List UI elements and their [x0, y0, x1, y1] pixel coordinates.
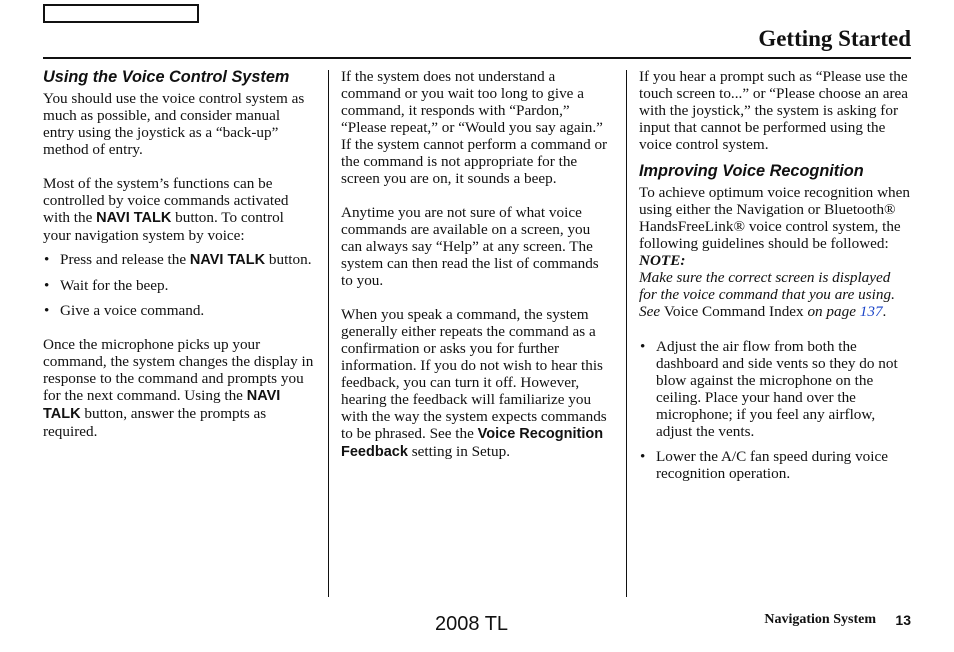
bullet-icon: •	[640, 338, 646, 355]
column-divider-1	[328, 70, 329, 597]
voice-command-index-ref: Voice Command Index	[663, 303, 804, 320]
bullet-item: • Lower the A/C fan speed during voice recognition operation.	[640, 448, 888, 482]
bullet-item: • Adjust the air flow from both the dashboard and side vents so they do not blow against the microphone on the ceiling. Place your hand over the microphone; if you feel any airflow, adjust the vents.	[640, 338, 898, 440]
page-title: Getting Started	[758, 26, 911, 51]
bullet-item: • Wait for the beep.	[44, 277, 169, 294]
header-divider	[43, 57, 911, 59]
section-tab-box	[43, 4, 199, 23]
section-heading-voice-control: Using the Voice Control System	[43, 68, 290, 86]
page-link[interactable]: 137	[859, 303, 883, 320]
paragraph: Anytime you are not sure of what voice commands are available on a screen, you can always say “Help” at any screen. The system can then read the list of commands to you.	[341, 204, 599, 289]
column-3	[639, 68, 911, 482]
paragraph: Most of the system’s functions can be controlled by voice commands activated with the NAVI TALK button. To control your navigation system by voice:	[43, 175, 289, 244]
navi-talk-key: NAVI TALK	[189, 252, 266, 268]
paragraph: If the system does not understand a command or you wait too long to give a command, it responds with “Pardon,” “Please repeat,” or “Would you say again.” If the system cannot perform a command or the command is not appropriate for the screen you are on, it sounds a beep.	[341, 68, 608, 187]
bullet-icon: •	[44, 251, 50, 268]
footer-section: Navigation System	[764, 612, 876, 627]
bullet-icon: •	[640, 448, 646, 465]
bullet-item: • Give a voice command.	[44, 302, 205, 319]
bullet-icon: •	[44, 302, 50, 319]
navi-talk-key: NAVI TALK	[96, 210, 172, 226]
note-label: NOTE:	[639, 252, 686, 269]
navi-talk-key: NAVI TALK	[43, 388, 281, 422]
voice-recognition-feedback-setting: Voice Recognition Feedback	[341, 426, 604, 460]
column-divider-2	[626, 70, 627, 597]
footer-model: 2008 TL	[435, 613, 509, 635]
paragraph: When you speak a command, the system generally either repeats the command as a confirmation or asks you for further information. If you do not wish to hear this feedback, you can turn it off. However, hearing the feedback will familiarize you with the way the system expects commands to be phrased. See the Voice Recognition Feedback setting in Setup.	[341, 306, 607, 460]
bullet-item: • Press and release the NAVI TALK button.	[44, 251, 312, 268]
section-heading-improving-voice-recognition: Improving Voice Recognition	[639, 162, 864, 180]
paragraph: If you hear a prompt such as “Please use the touch screen to...” or “Please choose an area with the joystick,” the system is asking for input that cannot be performed using the voice control system.	[639, 68, 909, 153]
column-1	[43, 68, 315, 440]
page-number: 13	[895, 612, 911, 628]
paragraph: Once the microphone picks up your command, the system changes the display in response to the command and prompts you for the next command. Using the NAVI TALK button, answer the prompts as required.	[43, 336, 314, 440]
paragraph: To achieve optimum voice recognition when using either the Navigation or Bluetooth® HandsFreeLink® voice control system, the following guidelines should be followed:	[639, 184, 910, 252]
note-text: Make sure the correct screen is displayed for the voice command that you are using. See Voice Command Index on page 137.	[639, 269, 895, 320]
bullet-icon: •	[44, 277, 50, 294]
paragraph: You should use the voice control system as much as possible, and consider manual entry using the joystick as a “back-up” method of entry.	[43, 90, 305, 158]
column-2	[341, 68, 613, 461]
